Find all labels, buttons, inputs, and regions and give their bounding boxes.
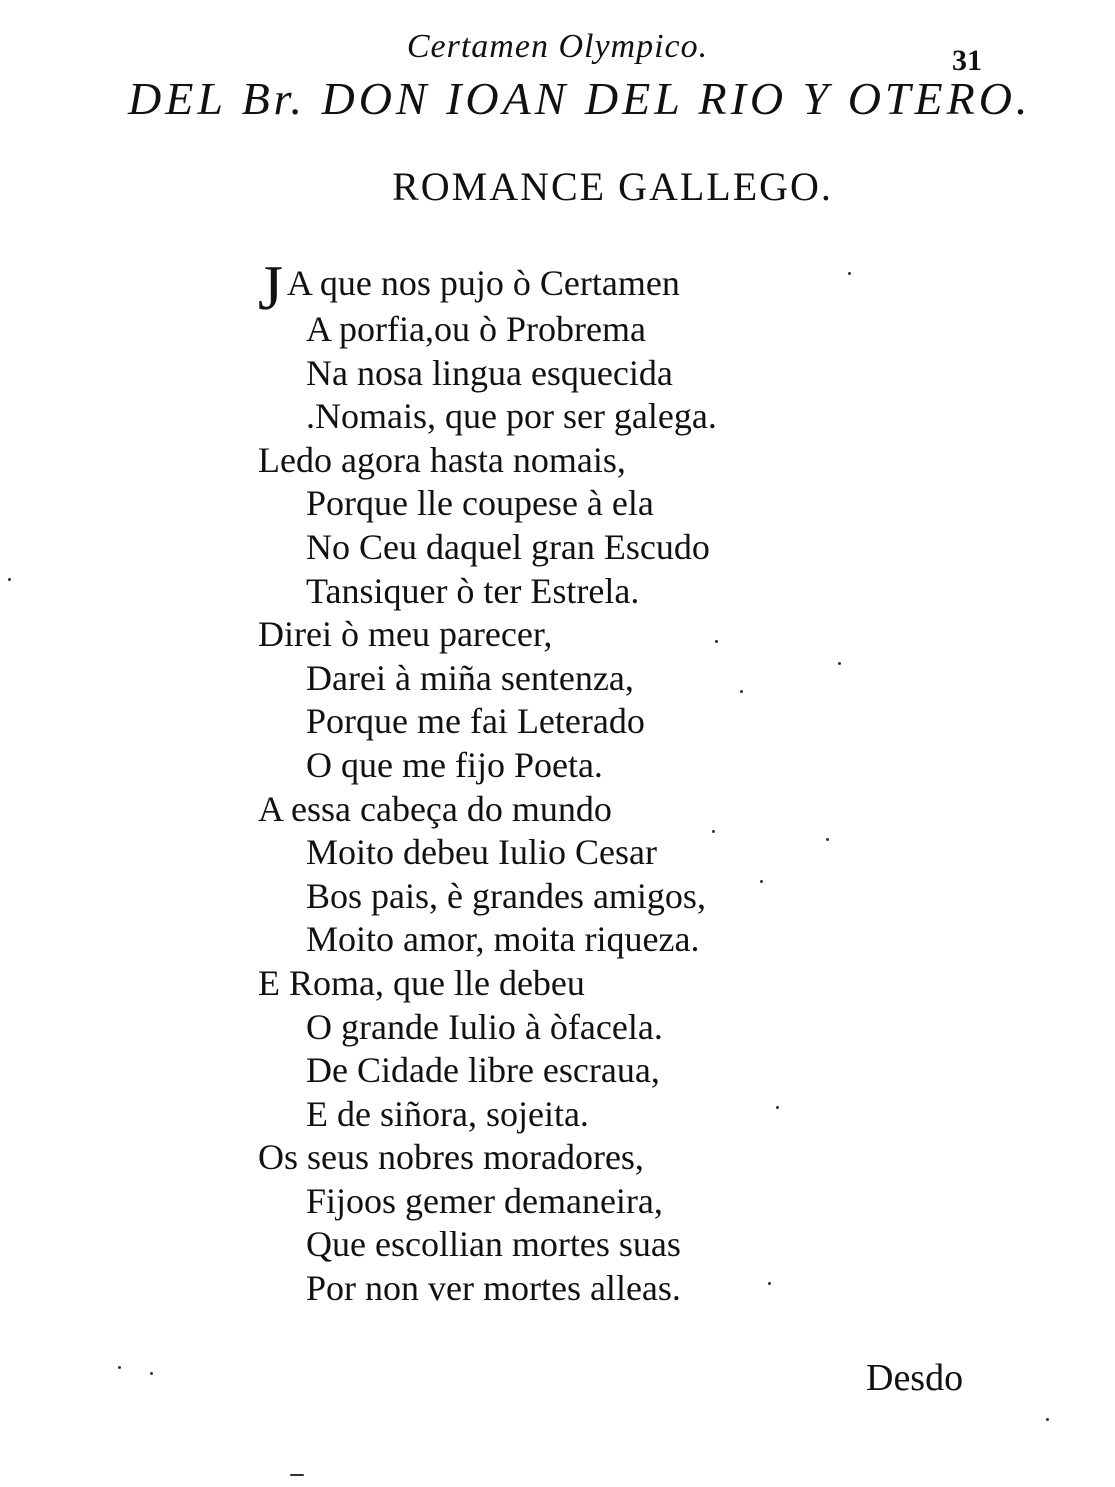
poem-line [258,252,878,323]
scan-speck [1046,1418,1049,1421]
poem-line: Os seus nobres moradores, [258,1137,644,1178]
poem-line: E de siñora, sojeita. [306,1093,589,1134]
poem-line: A essa cabeça do mundo [258,788,612,829]
poem-line: No Ceu daquel gran Escudo [306,526,710,567]
running-head: Certamen Olympico. [406,28,709,65]
poem-body [258,252,878,1311]
scan-speck [760,880,763,883]
scan-speck [740,690,743,693]
poem-line: Bos pais, è grandes amigos, [306,875,706,916]
poem-line: Na nosa lingua esquecida [306,352,673,393]
poem-line: Direi ò meu parecer, [258,614,553,655]
scan-speck [826,838,829,841]
scan-speck [150,1372,153,1375]
scan-speck [8,578,11,581]
scan-speck [768,1282,771,1285]
drop-cap: J [258,252,283,323]
poem-line: Porque lle coupese à ela [306,483,654,524]
poem-title: ROMANCE GALLEGO. [392,164,833,209]
poem-line: Moito amor, moita riqueza. [306,919,700,960]
poem-line: A porfia,ou ò Probrema [306,309,646,349]
poem-line: Por non ver mortes alleas. [306,1268,681,1309]
poem-line: E Roma, que lle debeu [258,962,585,1003]
scan-speck [290,1474,304,1476]
catchword: Desdo [866,1357,964,1399]
scan-speck [838,662,841,665]
poem-line: O que me fijo Poeta. [306,744,603,785]
poem-line: Fijoos gemer demaneira, [306,1180,663,1221]
scan-speck [715,640,718,643]
poem-line: Ledo agora hasta nomais, [258,439,626,480]
scan-speck [118,1366,121,1369]
poem-line: Porque me fai Leterado [306,701,645,742]
poem-line: Que escollian mortes suas [306,1224,681,1265]
author-heading: DEL Br. DON IOAN DEL RIO Y OTERO. [128,73,1032,124]
poem-line: .Nomais, que por ser galega. [306,396,717,437]
poem-line-text: A que nos pujo ò Certamen [286,263,680,303]
scan-speck [848,272,851,275]
poem-line: Darei à miña sentenza, [306,657,634,698]
page-number: 31 [952,44,982,77]
poem-line: Moito debeu Iulio Cesar [306,832,657,873]
scan-speck [712,830,715,833]
poem-line: O grande Iulio à òfacela. [306,1006,663,1047]
poem-line: Tansiquer ò ter Estrela. [306,570,640,611]
poem-line: De Cidade libre escraua, [306,1050,660,1091]
scan-speck [776,1106,779,1109]
